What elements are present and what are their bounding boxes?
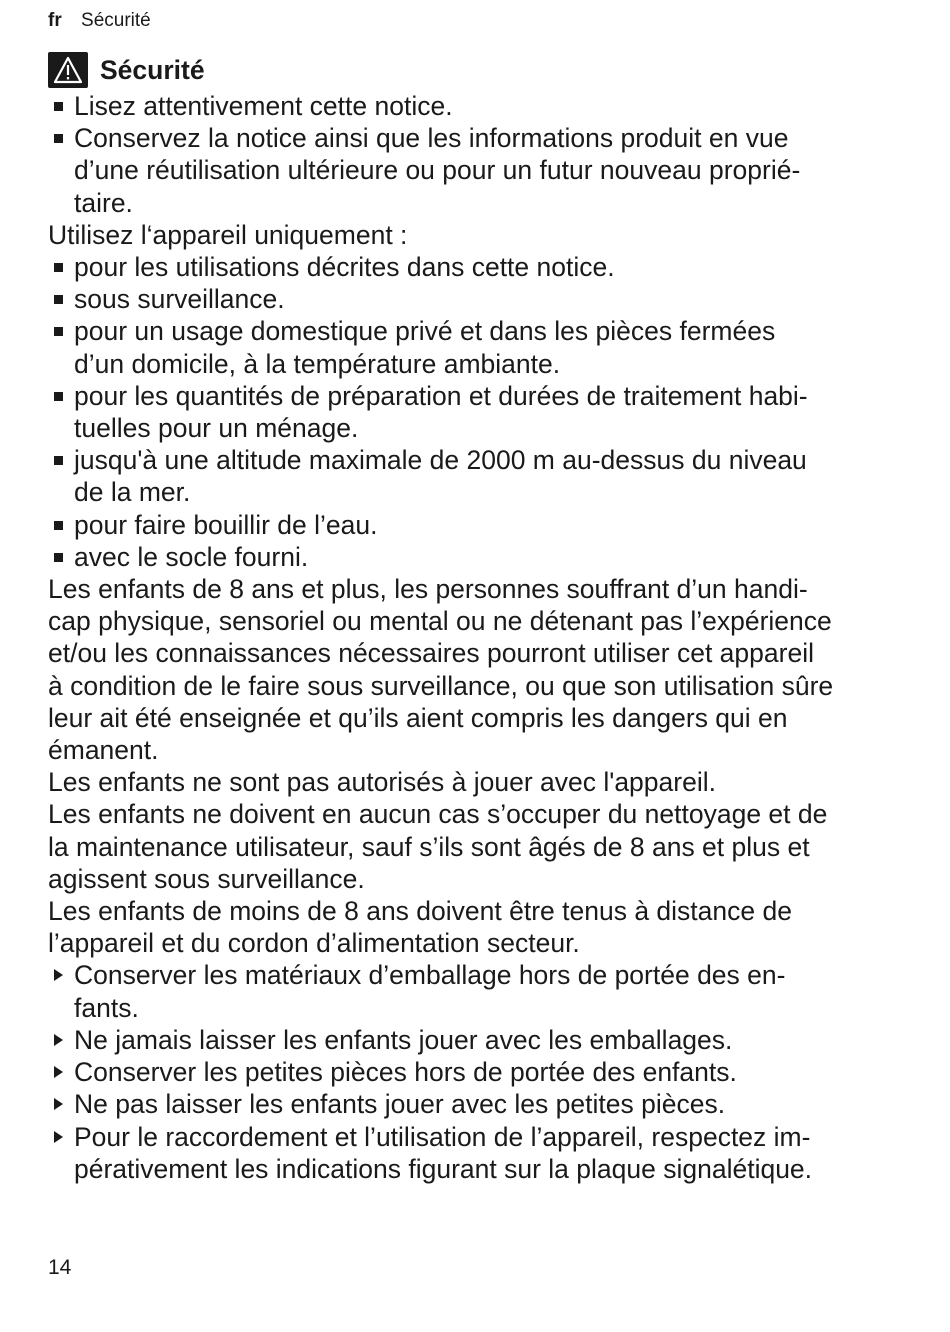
triangle-bullet-icon bbox=[54, 1034, 63, 1046]
safety-section bbox=[48, 50, 908, 1185]
list-item: jusqu'à une altitude maximale de 2000 m au-dessus du niveau de la mer. bbox=[48, 444, 908, 508]
triangle-bullet-icon bbox=[54, 1098, 63, 1110]
action-item: Conserver les petites pièces hors de portée des enfants. bbox=[48, 1056, 908, 1088]
list-item: Lisez attentivement cette notice. bbox=[48, 90, 908, 122]
action-item: Ne pas laisser les enfants jouer avec les petites pièces. bbox=[48, 1088, 908, 1120]
list-item: pour les quantités de préparation et durées de traitement habi- tuelles pour un ménage. bbox=[48, 380, 908, 444]
square-bullet-icon bbox=[54, 263, 63, 272]
running-header bbox=[48, 10, 151, 32]
paragraph: Les enfants ne sont pas autorisés à jouer avec l'appareil. bbox=[48, 767, 716, 798]
square-bullet-icon bbox=[54, 327, 63, 336]
square-bullet-icon bbox=[54, 102, 63, 111]
square-bullet-icon bbox=[54, 521, 63, 530]
list-item: pour les utilisations décrites dans cette notice. bbox=[48, 251, 908, 283]
triangle-bullet-icon bbox=[54, 969, 63, 981]
triangle-bullet-icon bbox=[54, 1131, 63, 1143]
square-bullet-icon bbox=[54, 553, 63, 562]
page-title: Sécurité bbox=[100, 54, 205, 85]
paragraph: Les enfants de moins de 8 ans doivent être tenus à distance de l’appareil et du cordon d’alimentation secteur. bbox=[48, 896, 792, 959]
warning-triangle-icon bbox=[48, 52, 88, 88]
action-item: Ne jamais laisser les enfants jouer avec les emballages. bbox=[48, 1024, 908, 1056]
section-heading bbox=[48, 50, 908, 90]
square-bullet-icon bbox=[54, 134, 63, 143]
list-item: pour un usage domestique privé et dans les pièces fermées d’un domicile, à la température ambiante. bbox=[48, 315, 908, 379]
square-bullet-icon bbox=[54, 295, 63, 304]
header-section: Sécurité bbox=[81, 10, 151, 31]
action-item: Conserver les matériaux d’emballage hors de portée des en- fants. bbox=[48, 959, 908, 1023]
language-code: fr bbox=[48, 10, 62, 31]
page-number: 14 bbox=[48, 1256, 72, 1279]
action-item: Pour le raccordement et l’utilisation de l’appareil, respectez im- pérativement les indications figurant sur la plaque signalétique. bbox=[48, 1121, 908, 1185]
square-bullet-icon bbox=[54, 392, 63, 401]
list-item: sous surveillance. bbox=[48, 283, 908, 315]
paragraph: Les enfants de 8 ans et plus, les personnes souffrant d’un handi- cap physique, sensoriel ou mental ou ne détenant pas l’expérience et/ou les connaissances nécessaires pourront utiliser cet appareil à condition de le faire sous surveillance, ou que son utilisation sûre leur ait été enseignée et qu’ils aient compris les dangers qui en émanent. bbox=[48, 574, 834, 766]
triangle-bullet-icon bbox=[54, 1066, 63, 1078]
list-item: avec le socle fourni. bbox=[48, 541, 908, 573]
list-item-text: Conservez la notice ainsi que les informations produit en vue d’une réutilisation ultérieure ou pour un futur nouveau proprié- taire. bbox=[74, 123, 801, 218]
list-item: pour faire bouillir de l’eau. bbox=[48, 509, 908, 541]
usage-lead: Utilisez l‘appareil uniquement : bbox=[48, 219, 408, 250]
square-bullet-icon bbox=[54, 456, 63, 465]
list-item bbox=[48, 122, 908, 219]
paragraph: Les enfants ne doivent en aucun cas s’occuper du nettoyage et de la maintenance utilisateur, sauf s’ils sont âgés de 8 ans et plus et agissent sous surveillance. bbox=[48, 799, 828, 894]
